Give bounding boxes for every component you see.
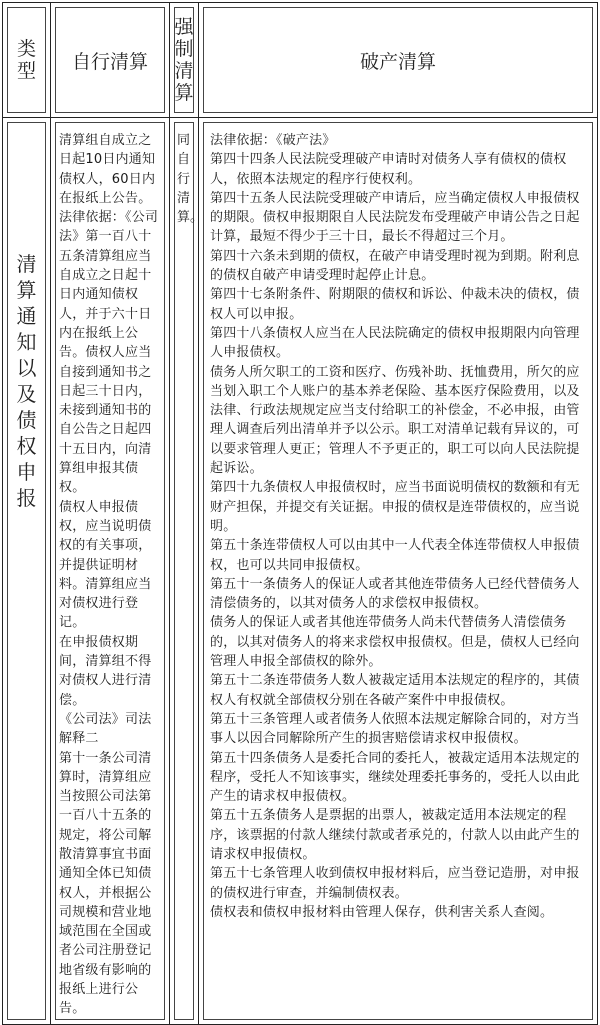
self-paragraph: 第十一条公司清算时，清算组应当按照公司法第一百八十五条的规定，将公司解散清算事宜书面通知全体已知债权人，并根据公司规模和营业地域范围在全国或者公司注册登记地省级有影响的报纸上进行公告。 [59, 750, 152, 1017]
header-cell-bankruptcy [199, 3, 598, 118]
self-liquidation-text [56, 123, 164, 1019]
bankruptcy-paragraph: 第五十五条债务人是票据的出票人，被裁定适用本法规定的程序，该票据的付款人继续付款或者承兑的，付款人以由此产生的请求权申报债权。 [210, 808, 580, 862]
type-cell [3, 118, 51, 1025]
bankruptcy-paragraph: 债权表和债权申报材料由管理人保存，供利害关系人查阅。 [210, 904, 554, 920]
bankruptcy-paragraph: 第四十八条债权人应当在人民法院确定的债权申报期限内向管理人申报债权。 [210, 325, 580, 361]
self-paragraph: 清算组自成立之日起10日内通知债权人，60日内在报纸上公告。 [59, 133, 156, 206]
bankruptcy-paragraph: 第五十七条管理人收到债权申报材料后，应当登记造册，对申报的债权进行审查，并编制债权表。 [210, 866, 580, 901]
header-cell-self [51, 3, 170, 118]
bankruptcy-paragraph: 第四十九条债权人申报债权时，应当书面说明债权的数额和有无财产担保，并提交有关证据。申报的债权是连带债权的，应当说明。 [210, 480, 580, 534]
bankruptcy-paragraph: 债务人的保证人或者其他连带债务人尚未代替债务人清偿债务的，以其对债务人的将来求偿权申报债权。但是，债权人已经向管理人申报全部债权的除外。 [210, 615, 580, 670]
forced-liquidation-text: 同自行清算。 [177, 133, 204, 226]
self-paragraph: 《公司法》司法解释二 [59, 711, 152, 747]
bankruptcy-paragraph: 第四十七条附条件、附期限的债权和诉讼、仲裁未决的债权，债权人可以申报。 [210, 287, 580, 322]
row-type-label: 清算通知以及债权申报 [16, 252, 37, 510]
content-row [3, 118, 598, 1025]
bankruptcy-paragraph: 第五十三条管理人或者债务人依照本法规定解除合同的，对方当事人以因合同解除所产生的损害赔偿请求权申报债权。 [210, 711, 580, 747]
bankruptcy-paragraph: 第四十五条人民法院受理破产申请后，应当确定债权人申报债权的期限。债权申报期限自人民法院发布受理破产申请公告之日起计算，最短不得少于三十日，最长不得超过三个月。 [210, 190, 580, 245]
bankruptcy-paragraph: 法律依据：《破产法》 [210, 133, 336, 148]
bankruptcy-paragraph: 第五十二条连带债务人数人被裁定适用本法规定的程序的，其债权人有权就全部债权分别在各破产案件中申报债权。 [210, 673, 580, 708]
bankruptcy-paragraph: 第四十四条人民法院受理破产申请时对债务人享有债权的债权人，依照本法规定的程序行使权利。 [210, 152, 567, 187]
header-bankruptcy-label: 破产清算 [359, 50, 436, 73]
self-liquidation-cell [51, 118, 170, 1025]
bankruptcy-paragraph: 第五十条连带债权人可以由其中一人代表全体连带债权人申报债权，也可以共同申报债权。 [210, 538, 580, 573]
header-row [3, 3, 598, 118]
self-paragraph: 债权人申报债权，应当说明债权的有关事项，并提供证明材料。清算组应当对债权进行登记。 [59, 499, 152, 631]
bankruptcy-paragraph: 第四十六条未到期的债权，在破产申请受理时视为到期。附利息的债权自破产申请受理时起停止计息。 [210, 248, 580, 284]
header-self-label: 自行清算 [71, 50, 148, 73]
bankruptcy-paragraph: 第五十四条债务人是委托合同的委托人，被裁定适用本法规定的程序，受托人不知该事实，继续处理委托事务的，受托人以由此产生的请求权申报债权。 [210, 750, 580, 805]
bankruptcy-liquidation-text [204, 123, 592, 922]
header-type-label: 类型 [16, 38, 36, 82]
liquidation-comparison-table [2, 2, 598, 1025]
self-paragraph: 在申报债权期间，清算组不得对债权人进行清偿。 [59, 634, 152, 708]
self-paragraph: 法律依据：《公司法》第一百八十五条清算组应当自成立之日起十日内通知债权人，并于六十日内在报纸上公告。债权人应当自接到通知书之日起三十日内，未接到通知书的自公告之日起四十五日内，向清算组申报其债权。 [59, 210, 159, 496]
header-cell-type [3, 3, 51, 118]
header-cell-forced [170, 3, 199, 118]
bankruptcy-liquidation-cell [199, 118, 598, 1025]
bankruptcy-paragraph: 第五十一条债务人的保证人或者其他连带债务人已经代替债务人清偿债务的，以其对债务人的求偿权申报债权。 [210, 576, 580, 612]
forced-liquidation-cell [170, 118, 204, 1025]
header-forced-label: 强制清算 [174, 16, 194, 104]
bankruptcy-paragraph: 债务人所欠职工的工资和医疗、伤残补助、抚恤费用，所欠的应当划入职工个人账户的基本养老保险、基本医疗保险费用，以及法律、行政法规规定应当支付给职工的补偿金，不必申报，由管理人调查后列出清单并予以公示。职工对清单记载有异议的，可以要求管理人更正；管理人不予更正的，职工可以向人民法院提起诉讼。 [210, 364, 580, 477]
